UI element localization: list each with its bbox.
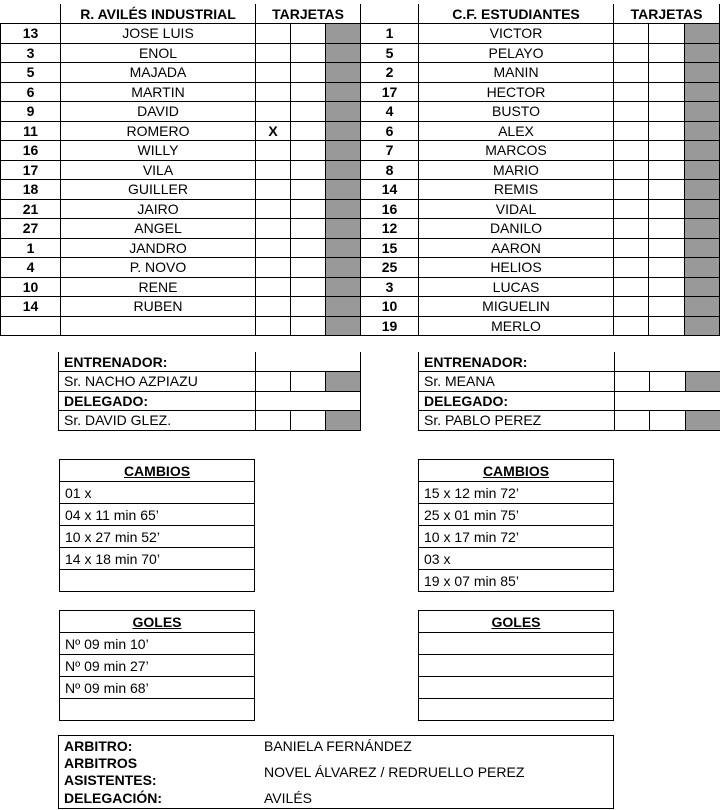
away-player-name: MARCOS <box>419 141 614 161</box>
home-coach-card-cell <box>326 372 361 392</box>
home-player-card <box>256 238 291 258</box>
home-player-card <box>256 219 291 239</box>
home-player-card-cell <box>326 63 361 83</box>
away-player-name: ALEX <box>419 121 614 141</box>
away-team-name: C.F. ESTUDIANTES <box>419 4 614 24</box>
home-goals-title: GOLES <box>132 613 182 630</box>
home-player-row <box>1 43 361 63</box>
away-player-name: DANILO <box>419 219 614 239</box>
away-coach-label: ENTRENADOR: <box>419 352 615 372</box>
away-player-card-cell <box>685 82 720 102</box>
away-player-card-2 <box>649 316 685 336</box>
away-player-card-cell <box>685 43 720 63</box>
home-player-row <box>1 82 361 102</box>
home-player-number: 4 <box>1 258 61 278</box>
home-delegate-label: DELEGADO: <box>59 391 256 411</box>
away-player-card <box>614 199 649 219</box>
home-player-number: 16 <box>1 141 61 161</box>
home-lineup-table <box>0 4 361 336</box>
home-subs-row <box>60 526 255 548</box>
home-player-number: 6 <box>1 82 61 102</box>
assistants-names: NOVEL ÁLVAREZ / REDRUELLO PEREZ <box>264 764 525 780</box>
home-player-name: ANGEL <box>61 219 256 239</box>
away-player-card-cell <box>685 160 720 180</box>
away-player-card <box>614 160 649 180</box>
home-player-card-2 <box>291 180 326 200</box>
home-player-card <box>256 43 291 63</box>
away-delegate-name: Sr. PABLO PEREZ <box>419 411 615 431</box>
home-player-row <box>1 141 361 161</box>
home-delegate-card-cell <box>326 411 361 431</box>
home-player-row <box>1 258 361 278</box>
away-player-name: REMIS <box>419 180 614 200</box>
home-goals-row <box>60 699 255 721</box>
away-player-card-cell <box>685 258 720 278</box>
away-player-card-2 <box>649 277 685 297</box>
away-player-row <box>361 160 720 180</box>
away-player-card-2 <box>649 258 685 278</box>
away-goals-table <box>418 610 614 721</box>
home-player-row <box>1 102 361 122</box>
home-player-number: 11 <box>1 121 61 141</box>
away-player-row <box>361 199 720 219</box>
home-player-card <box>256 63 291 83</box>
away-subs-row <box>419 570 614 592</box>
away-subs-row <box>419 482 614 504</box>
home-coach-label: ENTRENADOR: <box>59 352 256 372</box>
away-player-row <box>361 316 720 336</box>
away-goals-row <box>419 677 614 699</box>
away-player-card-cell <box>685 277 720 297</box>
home-player-card-cell <box>326 141 361 161</box>
away-player-row <box>361 180 720 200</box>
away-player-card-cell <box>685 63 720 83</box>
home-subs-entry: 01 x <box>60 482 255 504</box>
away-player-row <box>361 219 720 239</box>
home-player-name: P. NOVO <box>61 258 256 278</box>
home-player-card <box>256 180 291 200</box>
away-player-card-2 <box>649 141 685 161</box>
officials-box <box>58 735 614 809</box>
home-player-number: 14 <box>1 297 61 317</box>
away-player-number: 8 <box>361 160 419 180</box>
home-player-row <box>1 238 361 258</box>
away-player-card <box>614 82 649 102</box>
away-player-card-cell <box>685 180 720 200</box>
away-player-number: 4 <box>361 102 419 122</box>
home-player-row <box>1 219 361 239</box>
home-player-row <box>1 316 361 336</box>
home-player-card <box>256 316 291 336</box>
home-goals-entry: Nº 09 min 68’ <box>60 677 255 699</box>
home-staff-table <box>58 352 361 431</box>
away-lineup-table <box>360 4 720 336</box>
away-player-name: PELAYO <box>419 43 614 63</box>
assistants-label-1: ARBITROS <box>64 755 138 771</box>
home-player-card-2 <box>291 43 326 63</box>
home-team-name: R. AVILÉS INDUSTRIAL <box>61 4 256 24</box>
home-player-name: RENE <box>61 277 256 297</box>
away-coach-name: Sr. MEANA <box>419 372 615 392</box>
away-player-card-2 <box>649 199 685 219</box>
referee-name: BANIELA FERNÁNDEZ <box>264 738 412 754</box>
home-player-row <box>1 277 361 297</box>
away-player-row <box>361 63 720 83</box>
away-player-name: LUCAS <box>419 277 614 297</box>
away-player-card <box>614 121 649 141</box>
home-player-card-cell <box>326 219 361 239</box>
away-subs-entry: 03 x <box>419 548 614 570</box>
away-player-number: 10 <box>361 297 419 317</box>
away-player-number: 1 <box>361 24 419 44</box>
away-player-card <box>614 180 649 200</box>
away-player-card-2 <box>649 102 685 122</box>
home-goals-entry: Nº 09 min 27’ <box>60 655 255 677</box>
delegation-name: AVILÉS <box>264 790 312 806</box>
home-subs-row <box>60 482 255 504</box>
home-player-name <box>61 316 256 336</box>
away-goals-title: GOLES <box>491 613 541 630</box>
away-player-card-2 <box>649 63 685 83</box>
away-player-card <box>614 24 649 44</box>
away-goals-row <box>419 699 614 721</box>
away-player-name: MARIO <box>419 160 614 180</box>
away-subs-title: CAMBIOS <box>482 462 550 479</box>
away-goals-row <box>419 655 614 677</box>
away-player-name: AARON <box>419 238 614 258</box>
away-player-card-2 <box>649 43 685 63</box>
home-player-number: 27 <box>1 219 61 239</box>
home-subs-row <box>60 570 255 592</box>
home-player-card-2 <box>291 219 326 239</box>
home-subs-entry: 10 x 27 min 52’ <box>60 526 255 548</box>
away-player-number: 19 <box>361 316 419 336</box>
home-player-row <box>1 63 361 83</box>
away-goals-row <box>419 633 614 655</box>
away-player-row <box>361 24 720 44</box>
home-player-card-2 <box>291 277 326 297</box>
away-player-card <box>614 258 649 278</box>
away-player-card <box>614 238 649 258</box>
away-goals-entry <box>419 699 614 721</box>
home-goals-row <box>60 633 255 655</box>
home-player-card <box>256 82 291 102</box>
away-delegate-label: DELEGADO: <box>419 391 615 411</box>
away-player-card-2 <box>649 121 685 141</box>
home-player-name: DAVID <box>61 102 256 122</box>
home-goals-table <box>59 610 255 721</box>
away-subs-row <box>419 504 614 526</box>
home-player-card-2 <box>291 199 326 219</box>
home-player-card-2 <box>291 82 326 102</box>
away-subs-row <box>419 548 614 570</box>
away-subs-entry: 25 x 01 min 75’ <box>419 504 614 526</box>
away-player-name: HECTOR <box>419 82 614 102</box>
away-player-number: 17 <box>361 82 419 102</box>
away-player-card-cell <box>685 121 720 141</box>
away-player-card-cell <box>685 238 720 258</box>
home-player-card-cell <box>326 121 361 141</box>
away-player-card-cell <box>685 102 720 122</box>
home-subs-row <box>60 504 255 526</box>
home-player-card <box>256 199 291 219</box>
home-player-number: 17 <box>1 160 61 180</box>
home-player-name: RUBEN <box>61 297 256 317</box>
home-player-card-cell <box>326 258 361 278</box>
away-subs-entry: 10 x 17 min 72’ <box>419 526 614 548</box>
away-player-card <box>614 63 649 83</box>
away-goals-entry <box>419 655 614 677</box>
away-player-card <box>614 219 649 239</box>
home-player-number: 21 <box>1 199 61 219</box>
away-player-number: 5 <box>361 43 419 63</box>
referee-label: ARBITRO: <box>64 738 133 754</box>
away-player-number: 12 <box>361 219 419 239</box>
away-player-card <box>614 141 649 161</box>
home-player-card-cell <box>326 24 361 44</box>
away-player-number: 3 <box>361 277 419 297</box>
away-player-row <box>361 121 720 141</box>
home-player-card-cell <box>326 160 361 180</box>
away-goals-entry <box>419 633 614 655</box>
home-goals-row <box>60 677 255 699</box>
away-player-number: 6 <box>361 121 419 141</box>
away-player-card <box>614 277 649 297</box>
home-coach-name: Sr. NACHO AZPIAZU <box>59 372 256 392</box>
away-player-card-2 <box>649 160 685 180</box>
away-player-row <box>361 102 720 122</box>
home-player-row <box>1 180 361 200</box>
home-subs-table <box>59 459 255 592</box>
away-player-card <box>614 102 649 122</box>
home-player-row <box>1 297 361 317</box>
away-player-name: HELIOS <box>419 258 614 278</box>
home-player-name: WILLY <box>61 141 256 161</box>
home-player-card-2 <box>291 297 326 317</box>
away-player-card-cell <box>685 24 720 44</box>
away-player-row <box>361 238 720 258</box>
home-player-card-cell <box>326 316 361 336</box>
home-player-card-cell <box>326 102 361 122</box>
away-player-number: 14 <box>361 180 419 200</box>
home-player-card <box>256 24 291 44</box>
home-player-row <box>1 24 361 44</box>
home-goals-entry: Nº 09 min 10’ <box>60 633 255 655</box>
home-player-name: VILA <box>61 160 256 180</box>
away-player-row <box>361 141 720 161</box>
home-goals-entry <box>60 699 255 721</box>
home-player-card: X <box>256 121 291 141</box>
away-player-number: 15 <box>361 238 419 258</box>
home-player-card-2 <box>291 238 326 258</box>
away-staff-table <box>418 352 720 431</box>
away-player-name: VIDAL <box>419 199 614 219</box>
home-player-card-2 <box>291 63 326 83</box>
away-player-card-cell <box>685 199 720 219</box>
away-subs-row <box>419 526 614 548</box>
away-player-card-cell <box>685 141 720 161</box>
away-player-row <box>361 297 720 317</box>
away-cards-header: TARJETAS <box>614 4 720 24</box>
away-delegate-card-cell <box>686 411 720 431</box>
home-subs-entry: 04 x 11 min 65’ <box>60 504 255 526</box>
home-player-card-cell <box>326 199 361 219</box>
away-player-card-2 <box>649 180 685 200</box>
away-player-card-cell <box>685 219 720 239</box>
away-player-name: MERLO <box>419 316 614 336</box>
home-player-name: JANDRO <box>61 238 256 258</box>
home-player-card-2 <box>291 141 326 161</box>
away-player-card-2 <box>649 297 685 317</box>
home-player-card-cell <box>326 180 361 200</box>
home-cards-header: TARJETAS <box>256 4 361 24</box>
away-player-row <box>361 43 720 63</box>
away-player-card <box>614 43 649 63</box>
away-player-number: 25 <box>361 258 419 278</box>
away-player-row <box>361 277 720 297</box>
home-player-card-cell <box>326 297 361 317</box>
away-player-card-2 <box>649 24 685 44</box>
home-player-number: 10 <box>1 277 61 297</box>
home-player-name: JOSE LUIS <box>61 24 256 44</box>
home-player-number: 18 <box>1 180 61 200</box>
home-player-name: ROMERO <box>61 121 256 141</box>
home-player-row <box>1 121 361 141</box>
home-player-card <box>256 160 291 180</box>
home-player-name: JAIRO <box>61 199 256 219</box>
home-player-number: 1 <box>1 238 61 258</box>
assistants-label-2: ASISTENTES: <box>64 772 157 788</box>
home-player-card <box>256 277 291 297</box>
away-player-name: VICTOR <box>419 24 614 44</box>
home-player-card-2 <box>291 316 326 336</box>
home-player-card-2 <box>291 102 326 122</box>
home-player-card-2 <box>291 258 326 278</box>
away-player-card-2 <box>649 219 685 239</box>
home-player-row <box>1 199 361 219</box>
home-player-card-2 <box>291 160 326 180</box>
home-player-card-cell <box>326 277 361 297</box>
home-player-name: MAJADA <box>61 63 256 83</box>
away-goals-entry <box>419 677 614 699</box>
home-player-name: ENOL <box>61 43 256 63</box>
home-player-row <box>1 160 361 180</box>
away-player-name: BUSTO <box>419 102 614 122</box>
home-player-card-cell <box>326 82 361 102</box>
home-player-number: 5 <box>1 63 61 83</box>
away-subs-entry: 15 x 12 min 72’ <box>419 482 614 504</box>
away-subs-table <box>418 459 614 592</box>
away-player-number: 2 <box>361 63 419 83</box>
away-player-row <box>361 258 720 278</box>
home-player-number <box>1 316 61 336</box>
away-player-number: 7 <box>361 141 419 161</box>
away-player-name: MIGUELIN <box>419 297 614 317</box>
away-player-card-2 <box>649 238 685 258</box>
home-player-name: GUILLER <box>61 180 256 200</box>
away-coach-card-cell <box>686 372 720 392</box>
delegation-label: DELEGACIÓN: <box>64 790 162 806</box>
home-delegate-name: Sr. DAVID GLEZ. <box>59 411 256 431</box>
home-subs-entry <box>60 570 255 592</box>
away-player-card-cell <box>685 297 720 317</box>
home-subs-title: CAMBIOS <box>123 462 191 479</box>
home-goals-row <box>60 655 255 677</box>
away-player-number: 16 <box>361 199 419 219</box>
home-player-card-cell <box>326 43 361 63</box>
away-player-card-cell <box>685 316 720 336</box>
away-player-card-2 <box>649 82 685 102</box>
away-player-card <box>614 297 649 317</box>
home-player-card <box>256 102 291 122</box>
home-player-card-2 <box>291 24 326 44</box>
away-player-row <box>361 82 720 102</box>
home-player-number: 9 <box>1 102 61 122</box>
home-player-card <box>256 297 291 317</box>
away-subs-entry: 19 x 07 min 85’ <box>419 570 614 592</box>
home-player-name: MARTIN <box>61 82 256 102</box>
home-subs-entry: 14 x 18 min 70’ <box>60 548 255 570</box>
home-player-card-2 <box>291 121 326 141</box>
home-player-card-cell <box>326 238 361 258</box>
away-player-name: MANIN <box>419 63 614 83</box>
home-player-card <box>256 141 291 161</box>
home-player-number: 13 <box>1 24 61 44</box>
home-player-number: 3 <box>1 43 61 63</box>
home-subs-row <box>60 548 255 570</box>
home-player-card <box>256 258 291 278</box>
away-player-card <box>614 316 649 336</box>
